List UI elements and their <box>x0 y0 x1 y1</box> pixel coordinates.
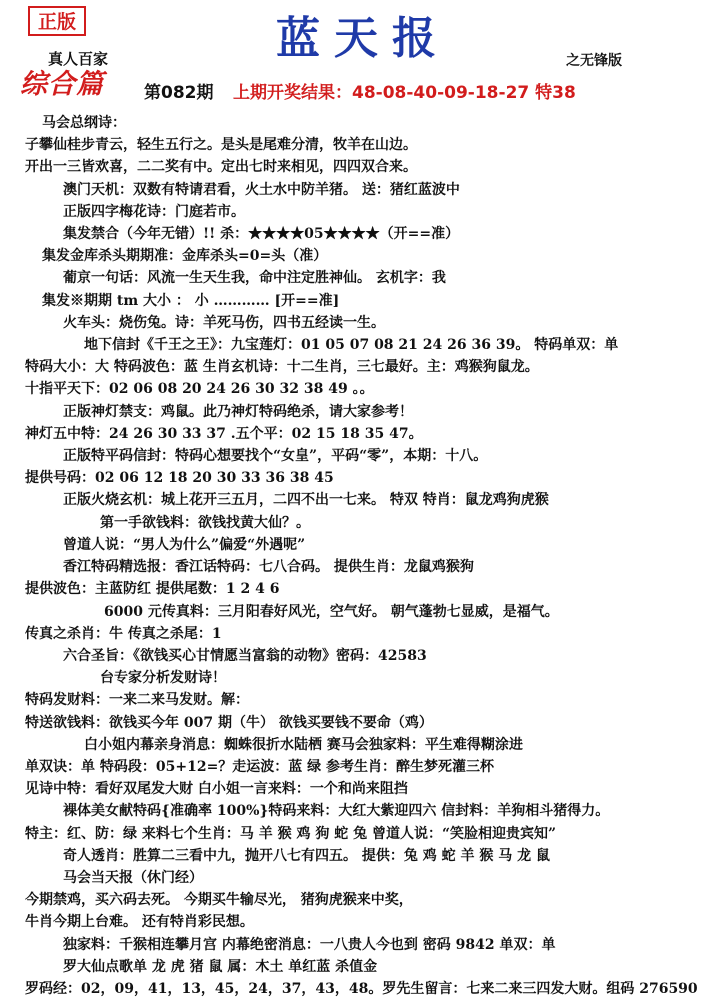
section-title: 综合篇 <box>20 69 104 100</box>
text-line: 特码大小：大 特码波色：蓝 生肖玄机诗：十二生肖，三七最好。主：鸡猴狗鼠龙。 <box>25 359 539 375</box>
text-line: 马会总纲诗： <box>42 115 126 131</box>
text-line: 见诗中特：看好双尾发大财 白小姐一言来料：一个和尚来阻挡 <box>25 781 408 797</box>
text-line: 单双诀：单 特码段：05+12=？走运波：蓝 绿 参考生肖：醉生梦死灌三杯 <box>25 759 495 775</box>
text-line: 白小姐内幕亲身消息：蜘蛛很折水陆栖 赛马会独家料：平生难得糊涂进 <box>84 737 523 753</box>
last-result: 上期开奖结果：48-08-40-09-18-27 特38 <box>233 83 576 103</box>
issue-number: 第082期 <box>144 83 214 103</box>
text-line: 葡京一句话：风流一生天生我，命中注定胜神仙。 玄机字：我 <box>63 270 446 286</box>
text-line: 传真之杀肖：牛 传真之杀尾：1 <box>25 626 222 642</box>
text-line: 牛肖今期上台难。 还有特肖彩民想。 <box>25 914 254 930</box>
text-line: 集发金库杀头期期准：金库杀头=0=头（准） <box>42 248 328 264</box>
edition-label: 之无锋版 <box>566 53 622 69</box>
text-line: 6000 元传真料：三月阳春好风光，空气好。 朝气蓬勃七显威，是福气。 <box>104 604 559 620</box>
text-line: 罗大仙点歌单 龙 虎 猪 鼠 属：木土 单红蓝 杀值金 <box>63 959 378 975</box>
text-line: 火车头：烧伤兔。诗：羊死马伤，四书五经读一生。 <box>63 315 385 331</box>
text-line: 地下信封《千王之王》：九宝莲灯：01 05 07 08 21 24 26 36 39。 特码单双：单 <box>84 337 619 353</box>
text-line: 十指平天下：02 06 08 20 24 26 30 32 38 49 。。 <box>25 381 374 397</box>
text-line: 台专家分析发财诗！ <box>100 670 226 686</box>
text-line: 提供波色：主蓝防红 提供尾数：1 2 4 6 <box>25 581 280 597</box>
text-line: 香江特码精选报：香江话特码：七八合码。 提供生肖：龙鼠鸡猴狗 <box>63 559 474 575</box>
text-line: 提供号码：02 06 12 18 20 30 33 36 38 45 <box>25 470 334 486</box>
text-line: 曾道人说：“男人为什么”偏爱“外遇呢” <box>63 537 306 553</box>
text-line: 子攀仙桂步青云，轻生五行之。是头是尾难分清，牧羊在山边。 <box>25 137 417 153</box>
brand-label: 真人百家 <box>48 50 109 68</box>
text-line: 澳门天机：双数有特请君看，火土水中防羊猪。 送：猪红蓝波中 <box>63 182 460 198</box>
text-line: 罗码经：02，09，41，13，45，24，37，43，48。罗先生留言：七来二来三四发大财。组码 276590 <box>25 981 698 997</box>
text-line: 集发禁合（今年无错）!! 杀：★★★★05★★★★（开==准） <box>63 226 460 242</box>
text-line: 开出一三皆欢喜，二二奖有中。定出七时来相见，四四双合来。 <box>25 159 417 175</box>
text-line: 特送欲钱料：欲钱买今年 007 期（牛） 欲钱买要钱不要命（鸡） <box>25 715 433 731</box>
text-line: 裸体美女献特码{准确率 100%}特码来料：大红大紫迎四六 信封料：羊狗相斗猪得力。 <box>63 803 610 819</box>
text-line: 奇人透肖：胜算二三看中九，抛开八七有四五。 提供：兔 鸡 蛇 羊 猴 马 龙 鼠 <box>63 848 550 864</box>
text-line: 独家料：千猴相连攀月宫 内幕绝密消息：一八贵人今也到 密码 9842 单双：单 <box>63 937 556 953</box>
text-line: 正版火烧玄机：城上花开三五月，二四不出一七来。 特双 特肖：鼠龙鸡狗虎猴 <box>63 492 549 508</box>
text-line: 特主：红、防：绿 来料七个生肖：马 羊 猴 鸡 狗 蛇 兔 曾道人说：“笑脸相迎贵宾知” <box>25 826 557 842</box>
text-line: 正版神灯禁支：鸡鼠。此乃神灯特码绝杀，请大家参考！ <box>63 404 413 420</box>
genuine-stamp: 正版 <box>28 6 86 36</box>
text-line: 马会当天报（休门经） <box>63 870 203 886</box>
text-line: 今期禁鸡，买六码去死。 今期买牛输尽光， 猪狗虎猴来中奖， <box>25 892 413 908</box>
text-line: 正版四字梅花诗：门庭若市。 <box>63 204 245 220</box>
text-line: 六合圣旨：《欲钱买心甘情愿当富翁的动物》密码：42583 <box>63 648 427 664</box>
text-line: 正版特平码信封：特码心想要找个“女皇”，平码“零”，本期：十八。 <box>63 448 488 464</box>
text-line: 特码发财料：一来二来马发财。解： <box>25 692 249 708</box>
text-line: 集发※期期 tm 大小 ： 小 ………… [开==准] <box>42 293 340 309</box>
text-line: 神灯五中特：24 26 30 33 37 .五个平：02 15 18 35 47。 <box>25 426 423 442</box>
paper-title: 蓝天报 <box>276 13 450 64</box>
text-line: 第一手欲钱料：欲钱找黄大仙？。 <box>100 515 310 531</box>
